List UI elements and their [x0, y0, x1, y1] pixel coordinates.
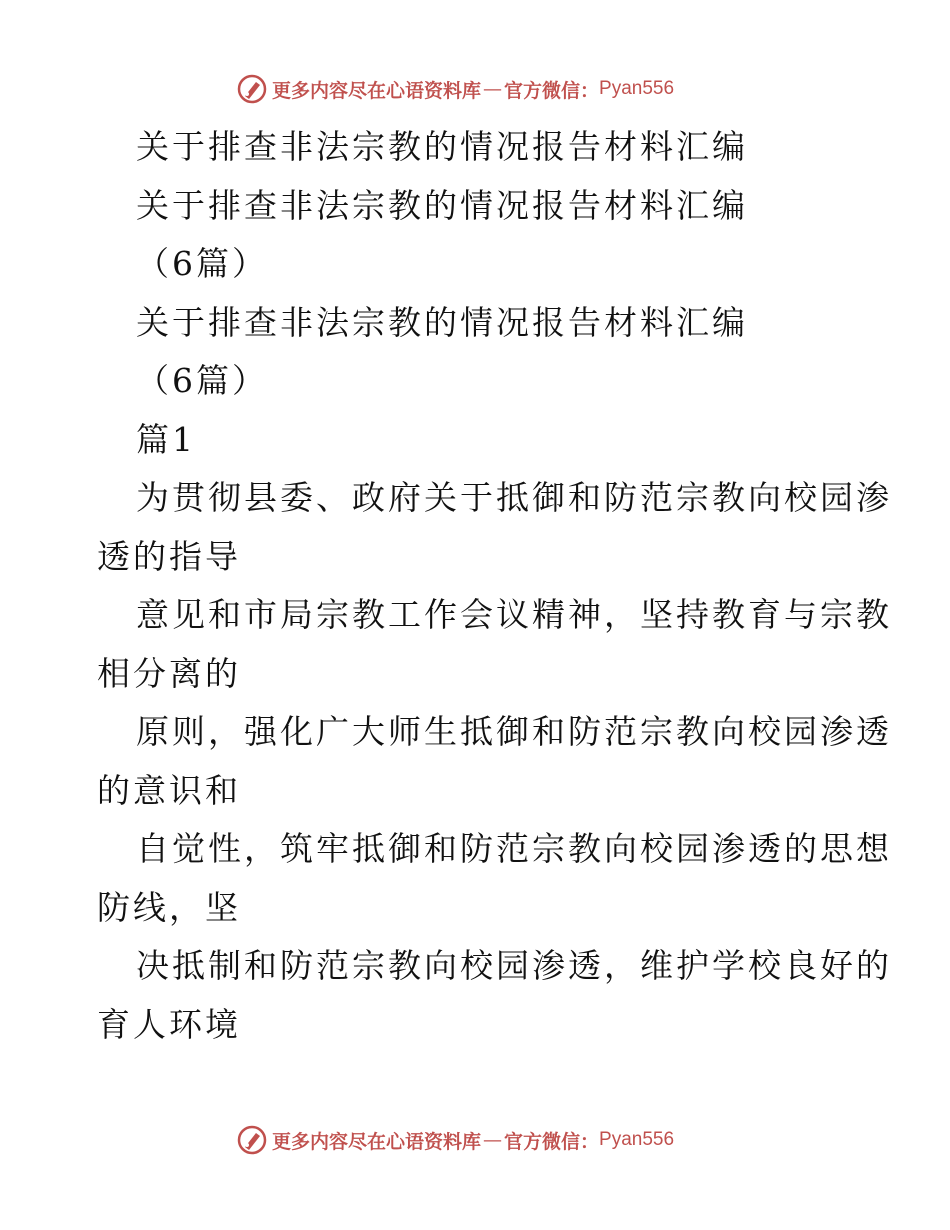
doc-line: 关于排查非法宗教的情况报告材料汇编	[136, 185, 748, 225]
banner-wechat-label: 官方微信：	[504, 1130, 600, 1153]
doc-line: 篇1	[136, 419, 196, 459]
doc-line: 育人环境	[97, 1004, 241, 1044]
doc-line: 防线，坚	[97, 887, 241, 927]
banner-wechat-handle: Pyan556	[599, 1129, 675, 1150]
banner-dash: —	[483, 1129, 503, 1151]
doc-line: 自觉性，筑牢抵御和防范宗教向校园渗透的思想	[136, 829, 892, 868]
doc-line: 透的指导	[97, 536, 241, 576]
doc-line: （6篇）	[136, 361, 268, 400]
doc-line: 原则，强化广大师生抵御和防范宗教向校园渗透	[136, 712, 892, 751]
banner-site-text: 更多内容尽在心语资料库	[272, 1130, 482, 1153]
document-body	[97, 118, 892, 1054]
doc-line: （6篇）	[136, 244, 268, 283]
banner-wechat-handle: Pyan556	[599, 78, 675, 99]
banner-wechat-label: 官方微信：	[504, 79, 600, 102]
banner-dash: —	[483, 78, 503, 100]
doc-line: 决抵制和防范宗教向校园渗透，维护学校良好的	[136, 946, 892, 985]
doc-line: 意见和市局宗教工作会议精神，坚持教育与宗教	[136, 595, 892, 634]
pen-logo-icon	[236, 73, 268, 105]
header-banner	[236, 72, 674, 106]
footer-banner	[236, 1123, 674, 1157]
pen-logo-icon	[236, 1124, 268, 1156]
banner-site-text: 更多内容尽在心语资料库	[272, 79, 482, 102]
doc-line: 关于排查非法宗教的情况报告材料汇编	[136, 127, 748, 166]
doc-line: 关于排查非法宗教的情况报告材料汇编	[136, 302, 748, 342]
doc-line: 相分离的	[97, 653, 241, 693]
doc-line: 的意识和	[97, 770, 241, 810]
doc-line: 为贯彻县委、政府关于抵御和防范宗教向校园渗	[136, 478, 892, 517]
